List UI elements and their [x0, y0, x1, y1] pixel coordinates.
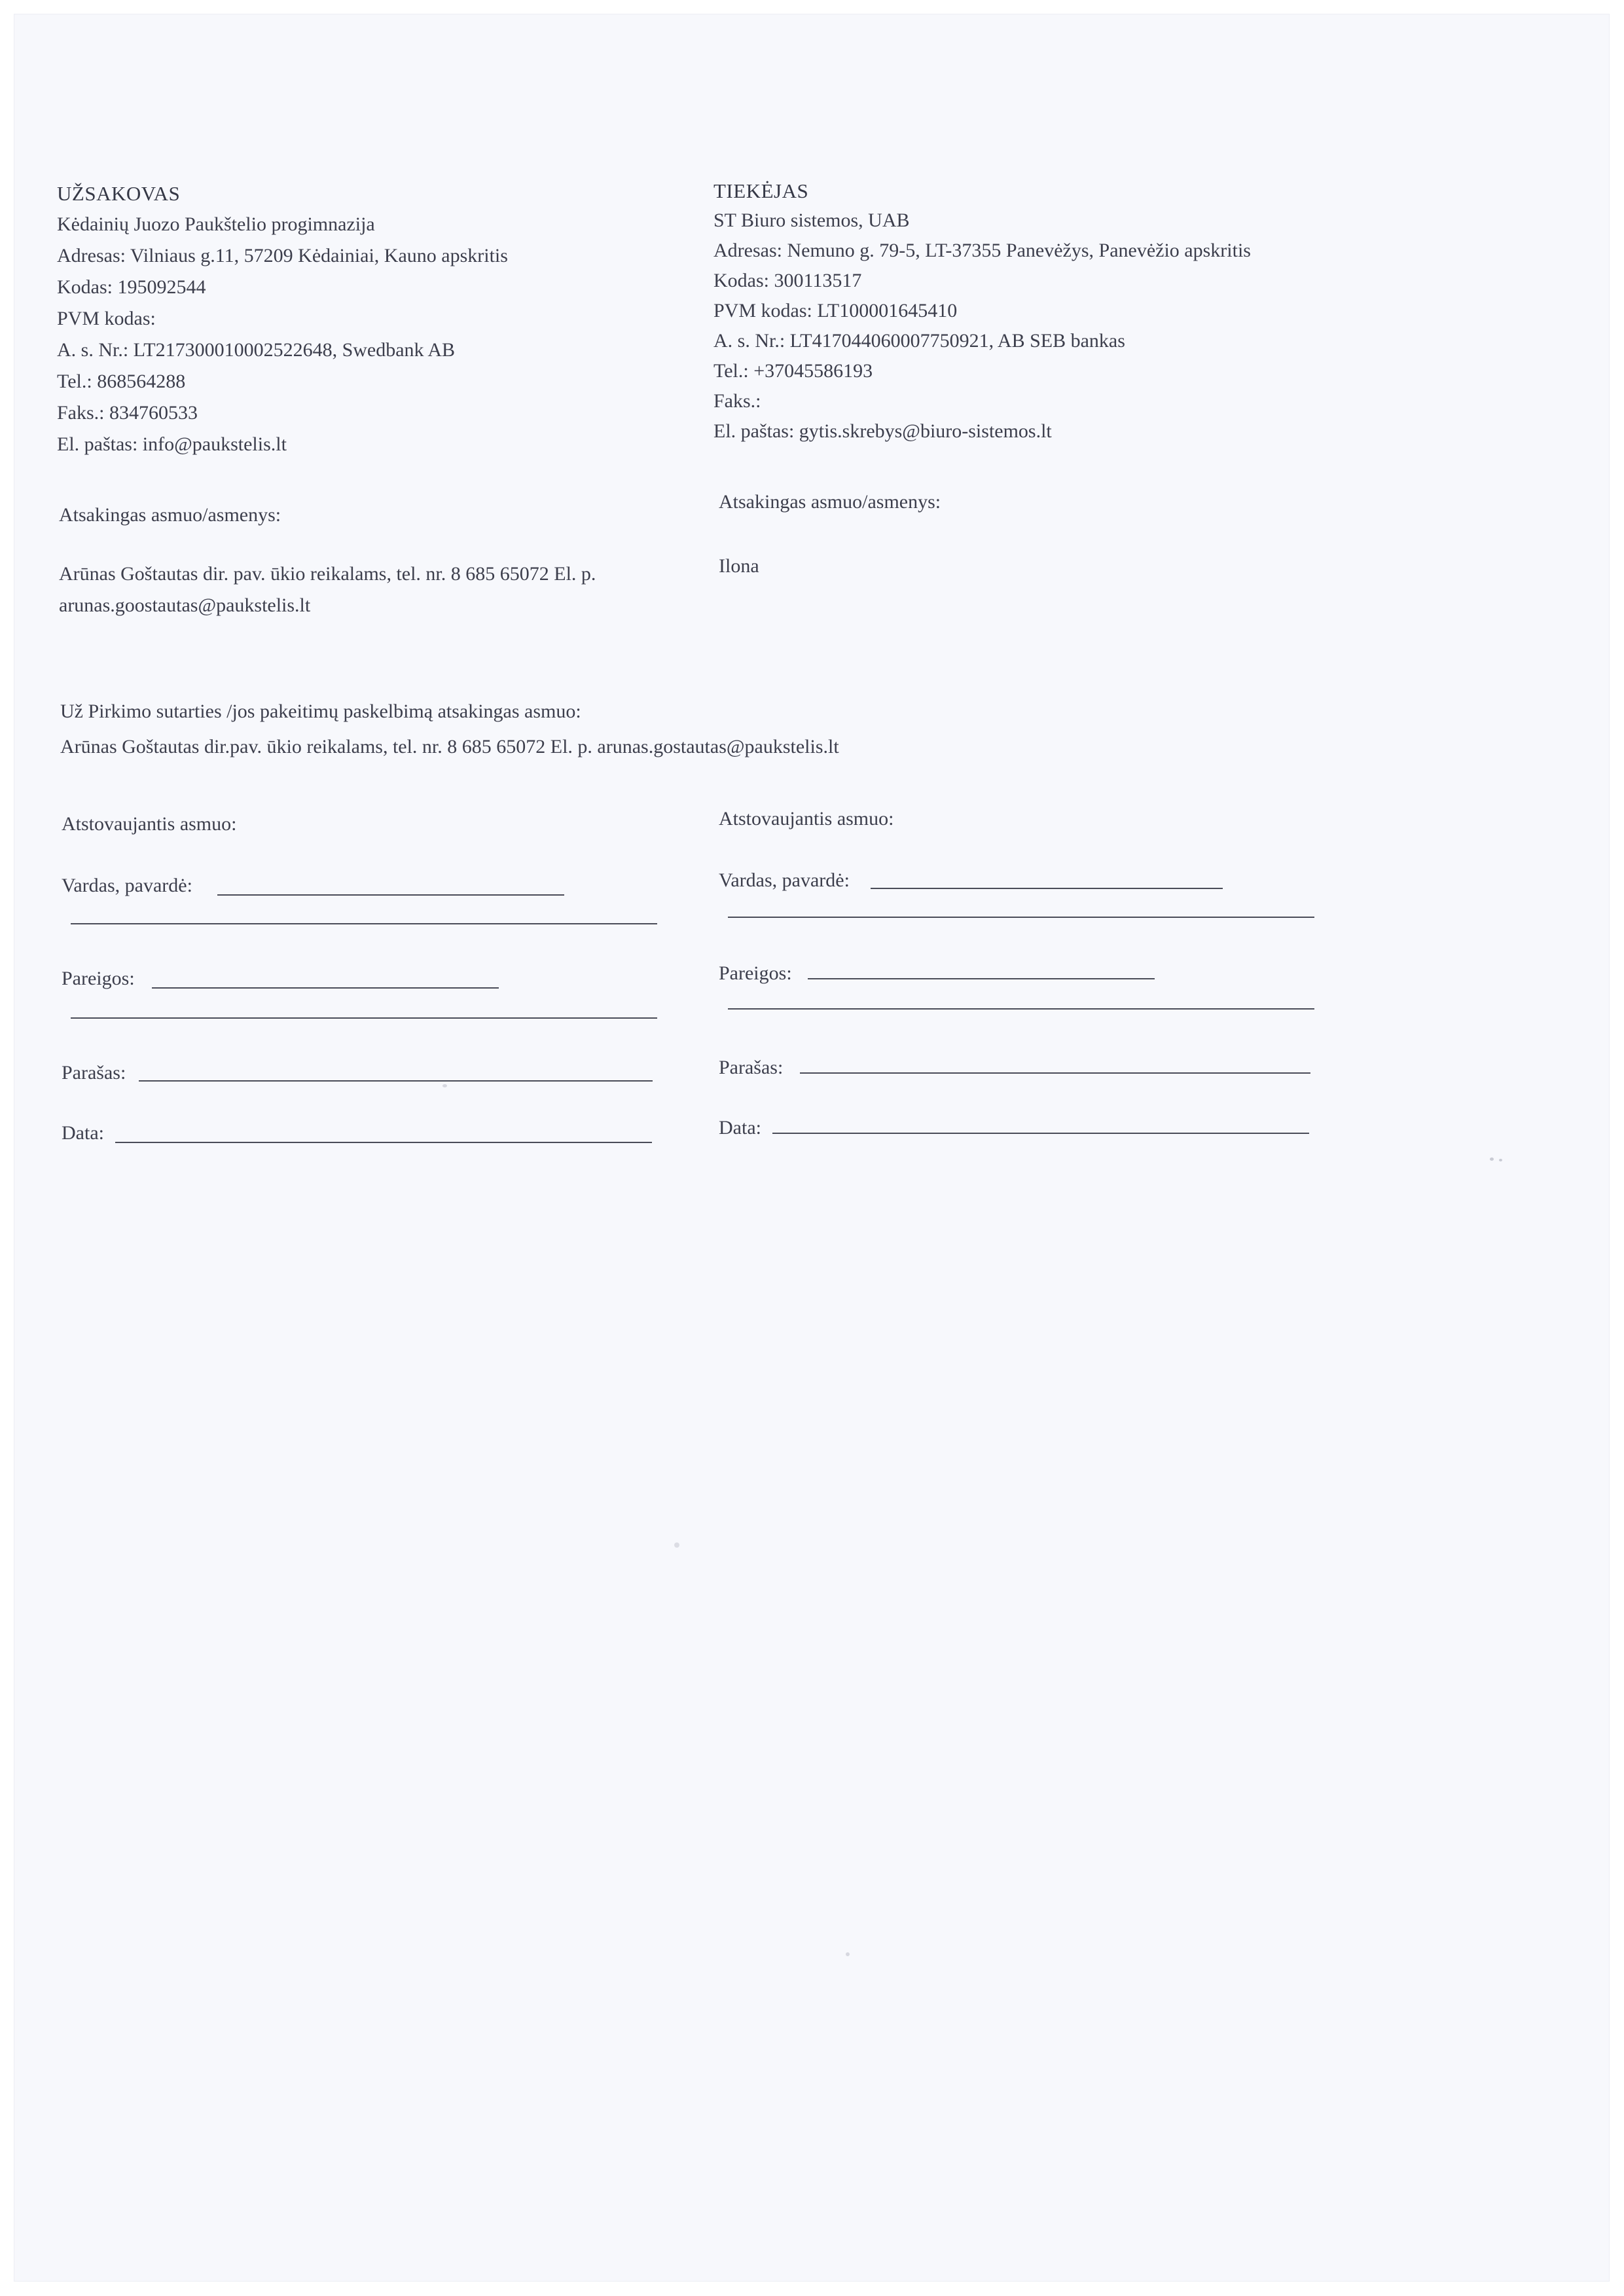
buyer-signature-line — [139, 1080, 653, 1082]
supplier-date-label: Data: — [719, 1117, 761, 1139]
scan-speck — [846, 1952, 850, 1956]
scan-speck — [442, 1084, 447, 1087]
publication-label: Už Pirkimo sutarties /jos pakeitimų paskelbimą atsakingas asmuo: — [60, 701, 581, 722]
buyer-heading: UŽSAKOVAS — [57, 182, 181, 205]
buyer-representative-label: Atstovaujantis asmuo: — [62, 813, 237, 835]
buyer-vat: PVM kodas: — [57, 308, 156, 329]
supplier-signature-line — [800, 1072, 1310, 1074]
buyer-responsible-line2: arunas.goostautas@paukstelis.lt — [59, 594, 311, 616]
buyer-name-line — [217, 894, 564, 896]
scan-speck — [1499, 1159, 1502, 1161]
buyer-position-line-2 — [71, 1017, 657, 1019]
buyer-phone: Tel.: 868564288 — [57, 371, 186, 392]
supplier-representative-label: Atstovaujantis asmuo: — [719, 808, 894, 829]
scan-speck — [1490, 1157, 1494, 1161]
supplier-name-line — [871, 888, 1223, 889]
buyer-signature-label: Parašas: — [62, 1062, 126, 1084]
supplier-phone: Tel.: +37045586193 — [713, 360, 873, 382]
supplier-code: Kodas: 300113517 — [713, 270, 862, 291]
buyer-email: El. paštas: info@paukstelis.lt — [57, 433, 287, 455]
supplier-position-line-2 — [728, 1008, 1314, 1010]
buyer-address: Adresas: Vilniaus g.11, 57209 Kėdainiai, Kauno apskritis — [57, 245, 508, 266]
buyer-account: A. s. Nr.: LT217300010002522648, Swedbank AB — [57, 339, 456, 361]
supplier-signature-label: Parašas: — [719, 1057, 784, 1078]
publication-person: Arūnas Goštautas dir.pav. ūkio reikalams, tel. nr. 8 685 65072 El. p. arunas.gostautas@paukstelis.lt — [60, 736, 839, 757]
supplier-fax: Faks.: — [713, 390, 761, 412]
supplier-account: A. s. Nr.: LT417044060007750921, AB SEB bankas — [713, 330, 1125, 352]
supplier-name-line-2 — [728, 917, 1314, 918]
buyer-position-line — [152, 987, 499, 989]
buyer-responsible-line1: Arūnas Goštautas dir. pav. ūkio reikalams, tel. nr. 8 685 65072 El. p. — [59, 563, 596, 585]
buyer-code: Kodas: 195092544 — [57, 276, 206, 298]
buyer-name-label: Vardas, pavardė: — [62, 875, 192, 896]
supplier-name-label: Vardas, pavardė: — [719, 869, 850, 891]
supplier-responsible-name: Ilona — [719, 555, 759, 577]
supplier-position-label: Pareigos: — [719, 962, 792, 984]
supplier-vat: PVM kodas: LT100001645410 — [713, 300, 958, 321]
buyer-name: Kėdainių Juozo Paukštelio progimnazija — [57, 213, 375, 235]
buyer-date-label: Data: — [62, 1122, 104, 1144]
supplier-position-line — [808, 978, 1155, 979]
supplier-heading: TIEKĖJAS — [713, 179, 809, 202]
buyer-fax: Faks.: 834760533 — [57, 402, 198, 424]
supplier-address: Adresas: Nemuno g. 79-5, LT-37355 Panevėžys, Panevėžio apskritis — [713, 240, 1251, 261]
buyer-position-label: Pareigos: — [62, 968, 135, 989]
scan-speck — [674, 1542, 679, 1548]
supplier-name: ST Biuro sistemos, UAB — [713, 210, 910, 231]
supplier-responsible-label: Atsakingas asmuo/asmenys: — [719, 491, 941, 513]
supplier-email: El. paštas: gytis.skrebys@biuro-sistemos.lt — [713, 420, 1052, 442]
buyer-name-line-2 — [71, 923, 657, 924]
buyer-responsible-label: Atsakingas asmuo/asmenys: — [59, 504, 281, 526]
supplier-date-line — [772, 1133, 1309, 1134]
buyer-date-line — [115, 1142, 652, 1143]
